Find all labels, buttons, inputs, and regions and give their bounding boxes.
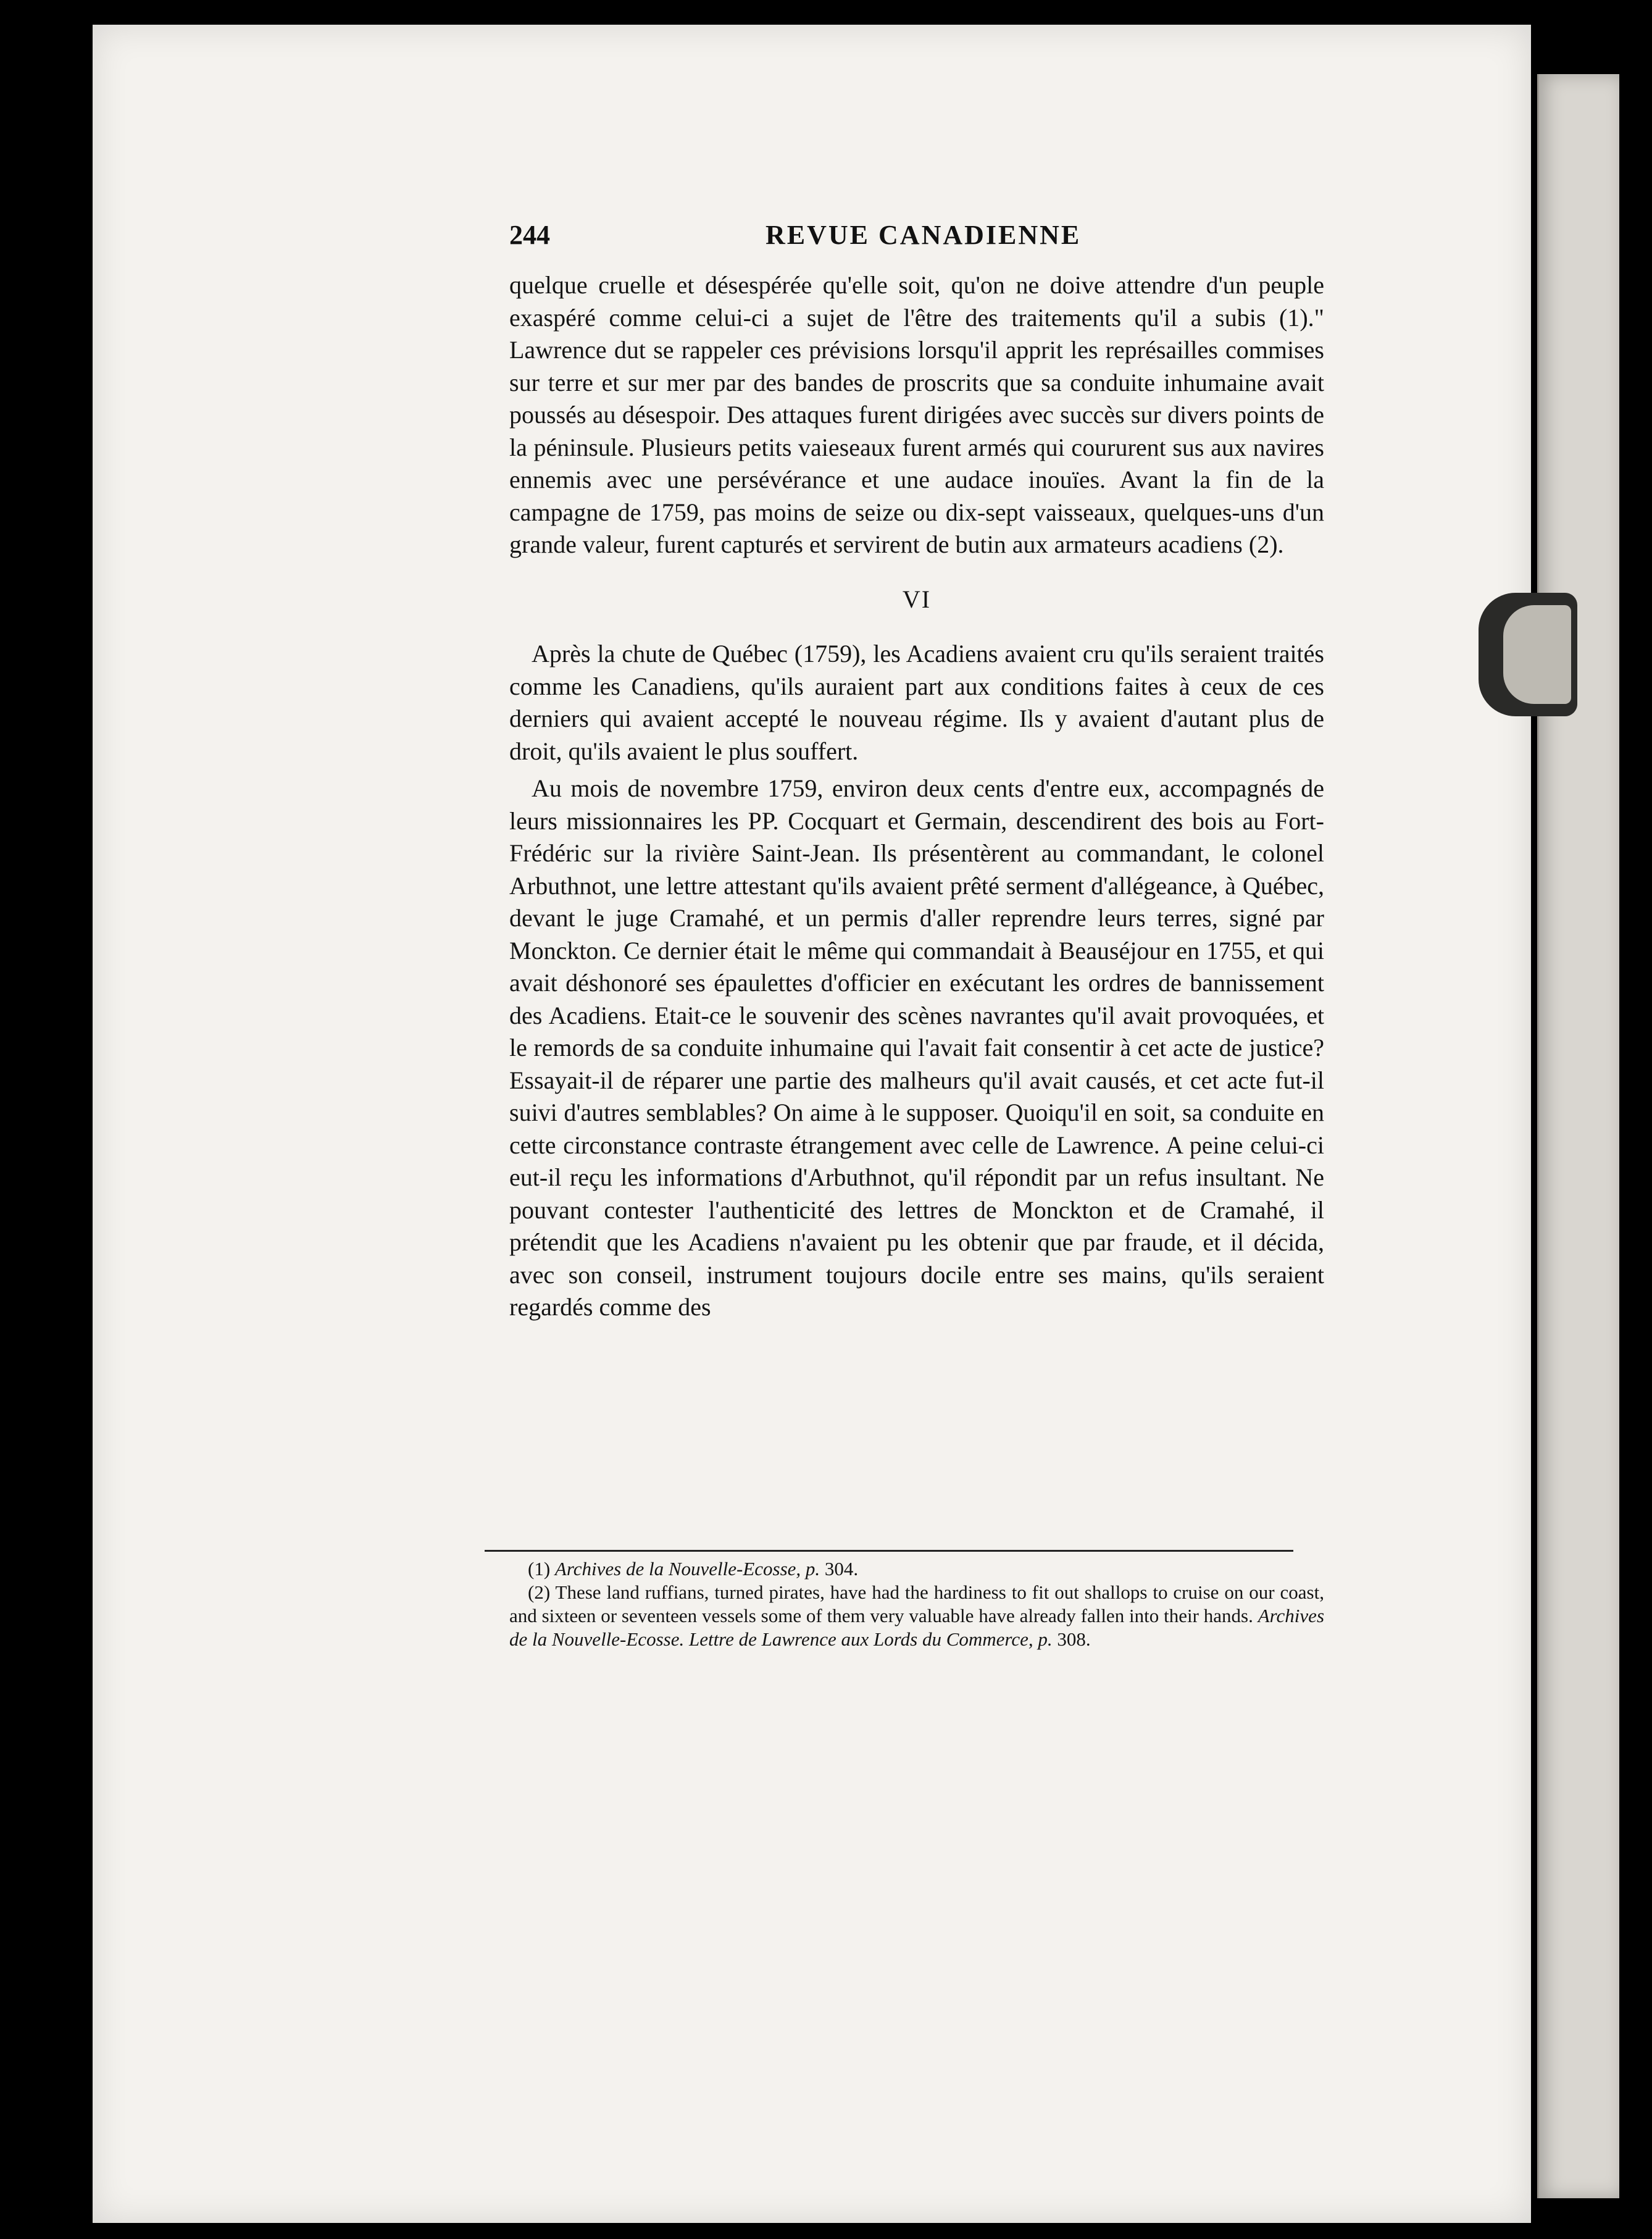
footnote-2	[509, 1581, 1324, 1651]
page-header	[509, 219, 1343, 262]
footnote-1-marker: (1)	[528, 1558, 551, 1580]
section-heading: VI	[902, 585, 932, 613]
adjacent-page-edge	[1537, 74, 1619, 2198]
footnote-1-page: 304.	[824, 1558, 859, 1580]
paragraph-2: Après la chute de Québec (1759), les Acadiens avaient cru qu'ils seraient traités comme les Canadiens, qu'ils auraient part aux conditions faites à ceux de ces derniers qui avaient accepté le nouveau régime. Ils y avaient d'autant plus de droit, qu'ils avaient le plus souffert.	[509, 640, 1324, 765]
page-clip-shape	[1479, 593, 1577, 716]
body-text	[509, 269, 1324, 1324]
page-number: 244	[509, 220, 550, 250]
footnote-2-page: 308.	[1057, 1628, 1091, 1650]
paragraph-1: quelque cruelle et désespérée qu'elle soit, qu'on ne doive attendre d'un peuple exaspéré comme celui-ci a sujet de l'être des traitements qu'il a subis (1)." Lawrence dut se rappeler ces prévisions lorsqu'il apprit les représailles commises sur terre et sur mer par des bandes de proscrits que sa conduite inhumaine avait poussés au désespoir. Des attaques furent dirigées avec succès sur divers points de la péninsule. Plusieurs petits vaieseaux furent armés qui coururent sus aux navires ennemis avec une persévérance et une audace inouïes. Avant la fin de la campagne de 1759, pas moins de seize ou dix-sept vaisseaux, quelques-uns d'un grande valeur, furent capturés et servirent de butin aux armateurs acadiens (2).	[509, 271, 1324, 558]
running-title: REVUE CANADIENNE	[766, 220, 1082, 250]
footnotes	[509, 1557, 1324, 1651]
footnote-1-source: Archives de la Nouvelle-Ecosse, p.	[554, 1558, 820, 1580]
footnote-2-text: These land ruffians, turned pirates, have had the hardiness to fit out shallops to cruise on our coast, and sixteen or seventeen vessels some of them very valuable have already fallen into their hands.	[509, 1581, 1324, 1626]
footnote-2-source: Archives de la Nouvelle-Ecosse. Lettre de Lawrence aux Lords du Commerce, p.	[509, 1605, 1325, 1650]
footnote-2-marker: (2)	[528, 1581, 551, 1603]
footnote-rule	[485, 1550, 1293, 1552]
footnote-1	[509, 1557, 1324, 1581]
paragraph-3: Au mois de novembre 1759, environ deux cents d'entre eux, accompagnés de leurs missionnaires les PP. Cocquart et Germain, descendirent des bois au Fort-Frédéric sur la rivière Saint-Jean. Ils présentèrent au commandant, le colonel Arbuthnot, une lettre attestant qu'ils avaient prêté serment d'allégeance, à Québec, devant le juge Cramahé, et un permis d'aller reprendre leurs terres, signé par Monckton. Ce dernier était le même qui commandait à Beauséjour en 1755, et qui avait déshonoré ses épaulettes d'officier en exécutant les ordres de bannissement des Acadiens. Etait-ce le souvenir des scènes navrantes qu'il avait provoquées, et le remords de sa conduite inhumaine qui l'avait fait consentir à cet acte de justice? Essayait-il de réparer une partie des malheurs qu'il avait causés, et cet acte fut-il suivi d'autres semblables? On aime à le supposer. Quoiqu'il en soit, sa conduite en cette circonstance contraste étrangement avec celle de Lawrence. A peine celui-ci eut-il reçu les informations d'Arbuthnot, qu'il répondit par un refus insultant. Ne pouvant contester l'authenticité des lettres de Monckton et de Cramahé, il prétendit que les Acadiens n'avaient pu les obtenir que par fraude, et il décida, avec son conseil, instrument toujours docile entre ses mains, qu'ils seraient regardés comme des	[509, 774, 1324, 1321]
